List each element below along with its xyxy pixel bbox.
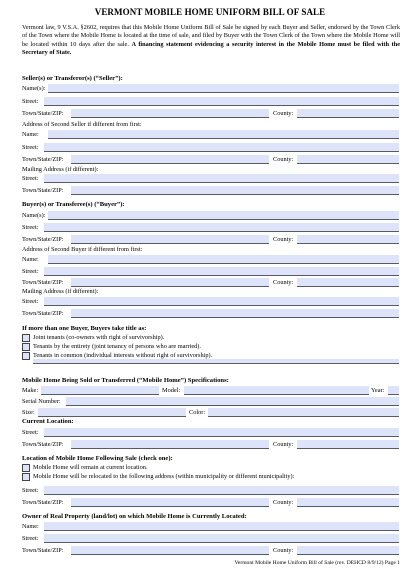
remain-option[interactable] [22,463,399,472]
seller-town-label: Town/State/ZIP: [22,110,64,117]
seller2-name-label: Name: [22,131,39,138]
seller2-county-label: County: [273,156,294,163]
buyer-mail-street-label: Street: [22,298,39,305]
intro-bold-text: A financing statement evidencing a security interest in the Mobile Home must be filed with the Secretary of State. [22,40,400,56]
seller-mail-town-row [22,186,399,195]
seller-street-row [22,97,399,106]
owner-county-label: County: [273,547,294,554]
page-footer: Vermont Mobile Home Uniform Bill of Sale (rev. DEHCD 8/9/12) Page 1 [234,560,400,566]
serial-field[interactable] [66,397,399,406]
buyer-heading: Buyer(s) or Transferee(s) (“Buyer”): [22,201,125,208]
seller-mail-street-row [22,174,399,183]
buyer2-street-row [22,267,399,276]
buyer-town-label: Town/State/ZIP: [22,236,64,243]
intro-paragraph [22,24,400,57]
buyer-mail-street-row [22,297,399,306]
tenants-common-line[interactable] [33,359,399,364]
seller2-street-label: Street: [22,144,39,151]
owner-street-field[interactable] [44,534,399,543]
buyer-town-row [22,235,399,244]
seller-street-field[interactable] [44,97,399,106]
size-label: Size: [22,409,35,416]
owner-town-label: Town/State/ZIP: [22,547,64,554]
seller-mail-town-label: Town/State/ZIP: [22,187,64,194]
year-field[interactable] [388,386,399,395]
following-street-row [22,486,399,495]
buyer-names-field[interactable] [48,211,399,220]
buyer2-county-label: County: [273,279,294,286]
buyer-second-address-label: Address of Second Buyer if different from first: [22,246,143,253]
seller-names-label: Name(s): [22,85,46,92]
seller-county-label: County: [273,110,294,117]
color-field[interactable] [208,408,399,417]
buyer2-name-field[interactable] [48,255,399,264]
buyer-mail-town-row [22,309,399,318]
seller-town-field[interactable] [71,109,269,118]
buyer2-town-row [22,278,399,287]
owner-town-field[interactable] [71,546,269,555]
current-street-label: Street: [22,429,39,436]
current-county-label: County: [273,441,294,448]
buyer2-town-field[interactable] [71,278,269,287]
buyer2-name-row [22,255,399,264]
seller-names-row [22,84,399,93]
joint-tenants-label: Joint tenants (co-owners with right of survivorship). [33,334,165,341]
remain-label: Mobile Home will remain at current location. [33,464,148,471]
model-field[interactable] [184,386,369,395]
tenants-entirety-checkbox[interactable] [22,343,30,351]
current-town-field[interactable] [71,440,269,449]
make-field[interactable] [41,386,159,395]
owner-street-row [22,534,399,543]
joint-tenants-option[interactable] [22,333,399,342]
relocate-option[interactable] [22,472,399,481]
current-street-row [22,428,399,437]
following-county-field[interactable] [297,498,399,507]
seller2-town-field[interactable] [71,155,269,164]
seller2-street-row [22,143,399,152]
buyer-names-label: Name(s): [22,212,46,219]
buyer-county-field[interactable] [297,235,399,244]
current-town-label: Town/State/ZIP: [22,441,64,448]
owner-heading: Owner of Real Property (land/lot) on which Mobile Home is Currently Located: [22,513,247,520]
model-label: Model: [162,387,181,394]
seller-mail-street-field[interactable] [44,174,399,183]
current-location-heading: Current Location: [22,418,74,425]
seller2-county-field[interactable] [297,155,399,164]
buyer2-town-label: Town/State/ZIP: [22,279,64,286]
seller-street-label: Street: [22,98,39,105]
relocate-label: Mobile Home will be relocated to the following address (within municipality or different municipality): [33,473,295,480]
following-town-field[interactable] [71,498,269,507]
seller2-name-row [22,130,399,139]
specs-heading: Mobile Home Being Sold or Transferred (“Mobile Home”) Specifications: [22,377,229,384]
buyer2-name-label: Name: [22,256,39,263]
following-town-label: Town/State/ZIP: [22,499,64,506]
serial-label: Serial Number: [22,398,61,405]
seller-mail-town-field[interactable] [71,186,399,195]
following-street-field[interactable] [44,486,399,495]
current-town-row [22,440,399,449]
buyer-county-label: County: [273,236,294,243]
seller-heading: Seller(s) or Transferor(s) (“Seller”): [22,75,123,82]
following-street-label: Street: [22,487,39,494]
owner-name-label: Name: [22,523,39,530]
following-town-row [22,498,399,507]
intro-text: Vermont law, 9 V.S.A. §2602, requires that this Mobile Home Uniform Bill of Sale be signed by each Buyer and Seller, endorsed by the Town Clerk of the Town where the Mobile Home is located at the time of sale, and filed by Buyer with the Town Clerk of the Town where the Mobile Home will be located within 10 days after the sale. [22,24,400,48]
owner-name-field[interactable] [44,522,399,531]
remain-checkbox[interactable] [22,464,30,472]
seller2-town-row [22,155,399,164]
buyer-mail-town-label: Town/State/ZIP: [22,310,64,317]
seller2-town-label: Town/State/ZIP: [22,156,64,163]
owner-town-row [22,546,399,555]
buyer-names-row [22,211,399,220]
buyer-mail-street-field[interactable] [44,297,399,306]
document-title: VERMONT MOBILE HOME UNIFORM BILL OF SALE [94,7,326,17]
current-street-field[interactable] [44,428,399,437]
buyer-street-row [22,223,399,232]
seller-county-field[interactable] [297,109,399,118]
buyer-town-field[interactable] [71,235,269,244]
tenants-common-label: Tenants in common (individual interests without right of survivorship). [33,352,213,359]
buyer-street-label: Street: [22,224,39,231]
owner-name-row [22,522,399,531]
make-label: Make: [22,387,39,394]
year-label: Year: [371,387,385,394]
seller-mailing-label: Mailing Address (if different): [22,166,99,173]
buyer-mail-town-field[interactable] [71,309,399,318]
size-color-row [22,408,399,417]
relocate-checkbox[interactable] [22,473,30,481]
seller2-name-field[interactable] [48,130,399,139]
buyer2-street-label: Street: [22,268,39,275]
owner-county-field[interactable] [297,546,399,555]
seller2-street-field[interactable] [44,143,399,152]
following-county-label: County: [273,499,294,506]
buyer2-street-field[interactable] [44,267,399,276]
seller-second-address-label: Address of Second Seller if different from first: [22,121,142,128]
tenants-entirety-label: Tenants by the entirety (joint tenancy of persons who are married). [33,343,201,350]
title-heading: If more than one Buyer, Buyers take title as: [22,325,147,332]
make-model-year-row [22,386,399,395]
buyer-street-field[interactable] [44,223,399,232]
color-label: Color: [189,409,206,416]
serial-row [22,397,399,406]
following-sale-heading: Location of Mobile Home Following Sale (check one): [22,455,173,462]
tenants-entirety-option[interactable] [22,342,399,351]
seller-names-field[interactable] [48,84,399,93]
tenants-common-option[interactable] [22,351,399,360]
seller-mail-street-label: Street: [22,175,39,182]
tenants-common-checkbox[interactable] [22,352,30,360]
seller-town-row [22,109,399,118]
size-field[interactable] [38,408,186,417]
joint-tenants-checkbox[interactable] [22,334,30,342]
buyer2-county-field[interactable] [297,278,399,287]
current-county-field[interactable] [297,440,399,449]
owner-street-label: Street: [22,535,39,542]
buyer-mailing-label: Mailing Address (if different): [22,288,99,295]
